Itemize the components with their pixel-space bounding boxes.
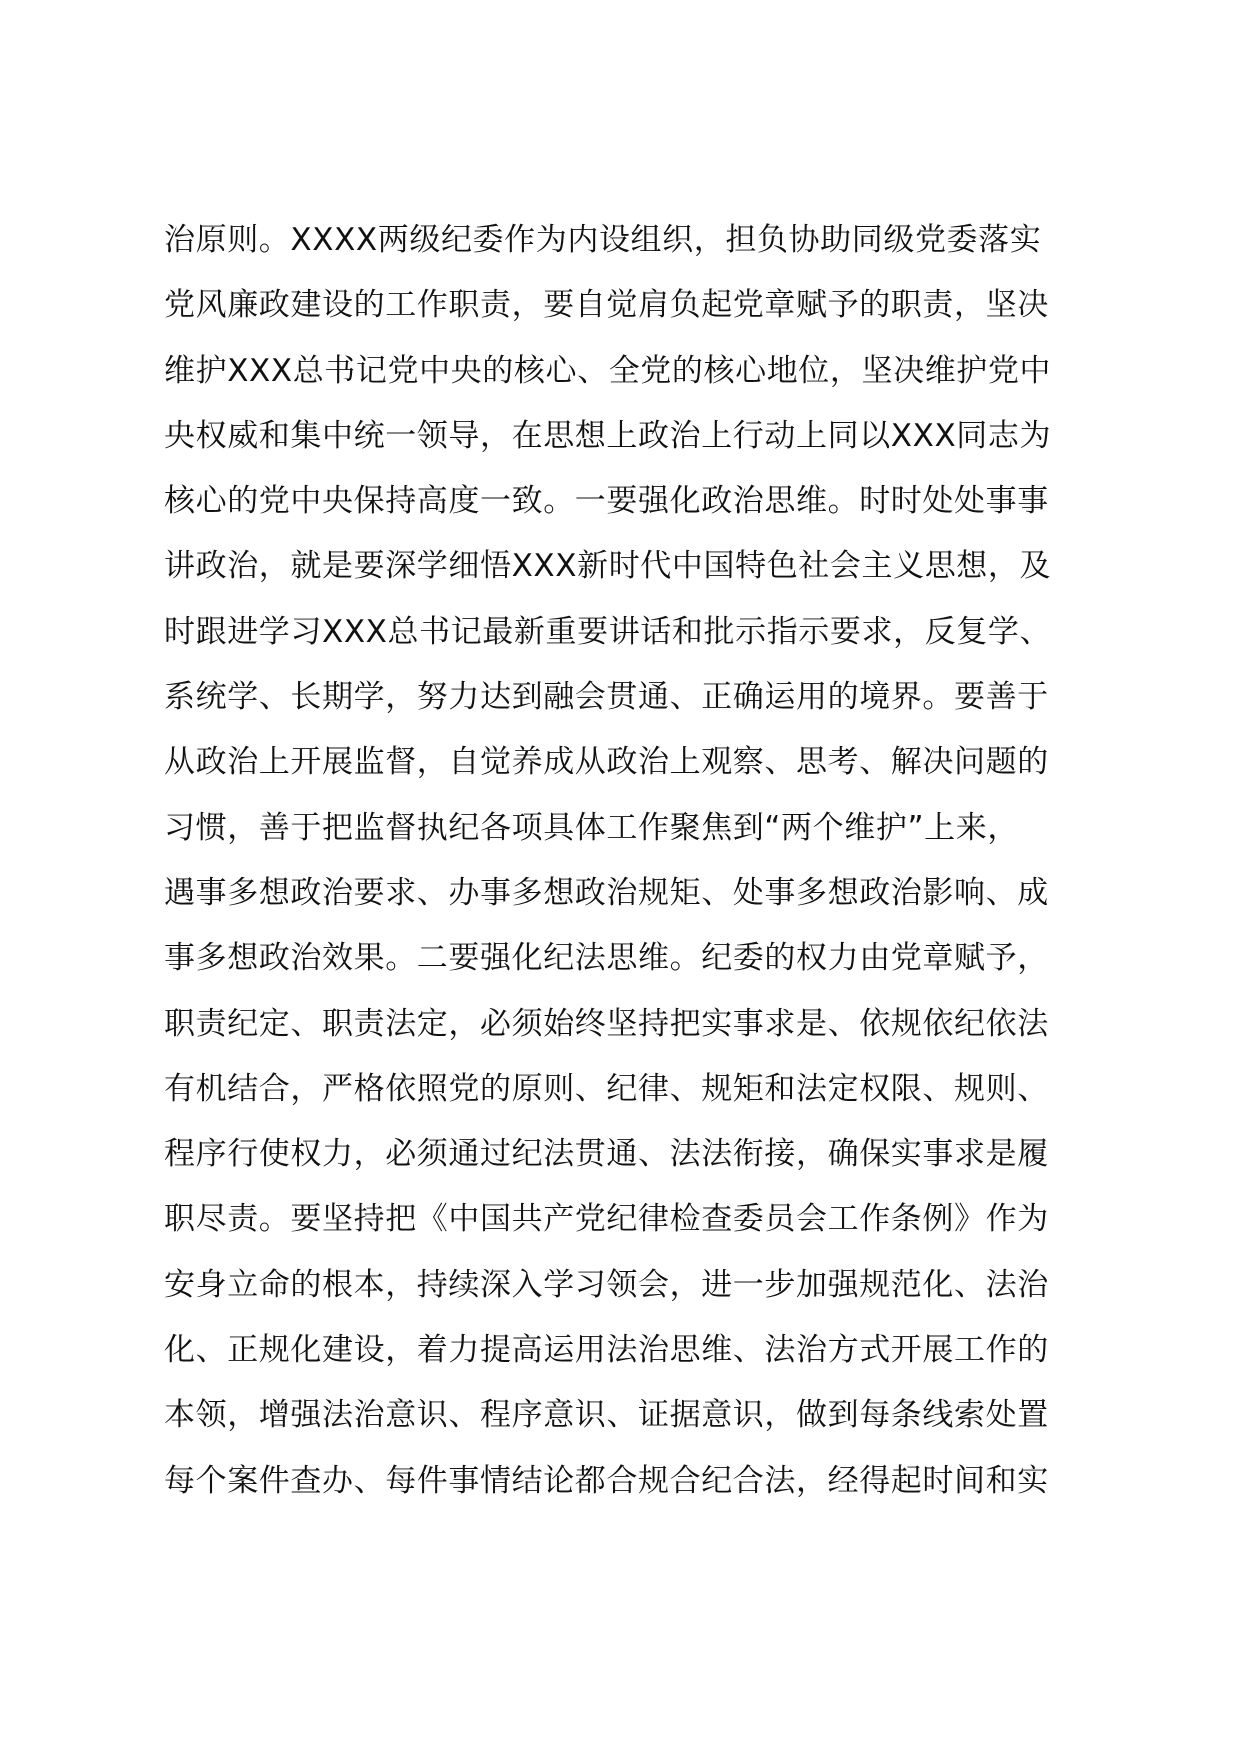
text-line: 有机结合，严格依照党的原则、纪律、规矩和法定权限、规则、 [164, 1070, 1049, 1107]
text-line: 核心的党中央保持高度一致。一要强化政治思维。时时处处事事 [164, 483, 1049, 520]
text-line: 时跟进学习XXX总书记最新重要讲话和批示指示要求，反复学、 [164, 613, 1052, 650]
text-line: 化、正规化建设，着力提高运用法治思维、法治方式开展工作的 [164, 1332, 1049, 1369]
text-line: 央权威和集中统一领导，在思想上政治上行动上同以XXX同志为 [164, 417, 1052, 454]
body-text [164, 208, 1104, 1514]
text-line: 安身立命的根本，持续深入学习领会，进一步加强规范化、法治 [164, 1266, 1049, 1303]
text-line: 职尽责。要坚持把《中国共产党纪律检查委员会工作条例》作为 [164, 1201, 1049, 1238]
text-line: 治原则。XXXX两级纪委作为内设组织，担负协助同级党委落实 [164, 222, 1042, 258]
text-line: 本领，增强法治意识、程序意识、证据意识，做到每条线索处置 [164, 1397, 1049, 1434]
text-line: 程序行使权力，必须通过纪法贯通、法法衔接，确保实事求是履 [164, 1136, 1049, 1173]
text-line: 事多想政治效果。二要强化纪法思维。纪委的权力由党章赋予， [164, 940, 1049, 977]
text-line: 遇事多想政治要求、办事多想政治规矩、处事多想政治影响、成 [164, 874, 1049, 911]
text-line: 讲政治，就是要深学细悟XXX新时代中国特色社会主义思想，及 [164, 548, 1052, 585]
text-line: 党风廉政建设的工作职责，要自觉肩负起党章赋予的职责，坚决 [164, 287, 1049, 324]
text-line: 每个案件查办、每件事情结论都合规合纪合法，经得起时间和实 [164, 1462, 1049, 1499]
text-line: 从政治上开展监督，自觉养成从政治上观察、思考、解决问题的 [164, 744, 1049, 781]
text-line: 维护XXX总书记党中央的核心、全党的核心地位，坚决维护党中 [164, 352, 1052, 389]
text-line: 职责纪定、职责法定，必须始终坚持把实事求是、依规依纪依法 [164, 1005, 1049, 1042]
text-line: 系统学、长期学，努力达到融会贯通、正确运用的境界。要善于 [164, 679, 1049, 716]
text-line: 习惯，善于把监督执纪各项具体工作聚焦到“两个维护”上来， [164, 809, 1019, 846]
